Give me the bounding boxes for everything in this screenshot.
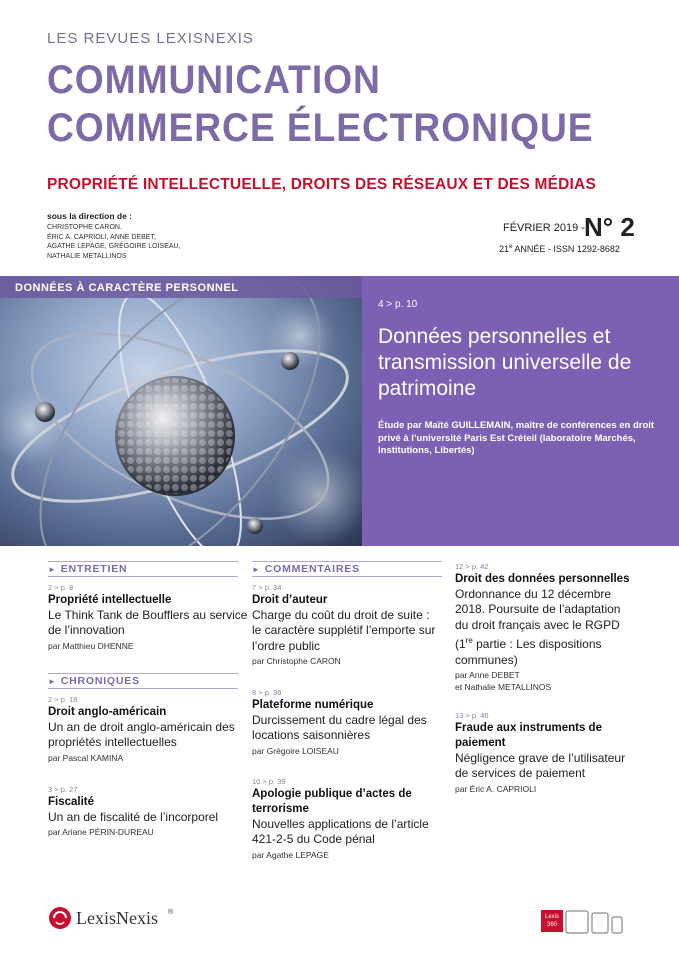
article-category: Droit des données personnelles [455,573,630,585]
article-page-ref: 2 > p. 18 [48,695,78,704]
article-title: Un an de fiscalité de l’incorporel [48,810,219,824]
journal-subtitle: PROPRIÉTÉ INTELLECTUELLE, DROITS DES RÉSEAUX ET DES MÉDIAS [47,176,596,193]
article-entry[interactable] [48,582,248,652]
article-page-ref: 12 > p. 42 [455,562,489,571]
section-heading-commentaires: ► COMMENTAIRES [252,563,360,575]
series-name: LES REVUES LEXISNEXIS [47,30,254,47]
article-author: par Ariane PÉRIN-DUREAU [48,827,154,838]
article-page-ref: 3 > p. 27 [48,785,78,794]
director-name: CHRISTOPHE CARON. [47,224,122,231]
article-author: par Anne DEBET [455,670,520,681]
triangle-right-icon: ► [48,565,57,574]
issue-date: FÉVRIER 2019 - [503,222,585,234]
article-page-ref: 8 > p. 36 [252,688,282,697]
article-page-ref: 7 > p. 34 [252,583,282,592]
article-entry[interactable] [48,784,248,838]
divider [252,561,442,562]
section-heading-entretien: ► ENTRETIEN [48,563,128,575]
direction-names [47,223,181,261]
molecule-illustration [0,276,362,546]
article-author: par Pascal KAMINA [48,752,124,763]
journal-title-line2: COMMERCE ÉLECTRONIQUE [47,106,594,150]
director-name: AGATHE LEPAGE, GRÉGOIRE LOISEAU, [47,243,181,251]
section-band-label: DONNÉES À CARACTÈRE PERSONNEL [15,282,239,294]
article-entry[interactable] [252,776,437,861]
article-page-ref: 13 > p. 46 [455,711,489,720]
feature-title[interactable]: Données personnelles et transmission universelle de patrimoine [378,325,632,400]
article-category: Propriété intellectuelle [48,594,172,606]
journal-title-line1: COMMUNICATION [47,58,381,102]
article-title: Nouvelles applications de l’article 421-2-5 du Code pénal [252,817,429,847]
article-entry[interactable] [48,694,248,764]
article-entry[interactable] [252,687,437,757]
article-category: Fiscalité [48,796,95,808]
feature-page-ref: 4 > p. 10 [378,299,418,310]
article-category: Plateforme numérique [252,699,374,711]
logo-text: LexisNexis [76,908,158,928]
director-name: NATHALIE METALLINOS [47,252,127,260]
article-author: par Matthieu DHENNE [48,640,134,651]
devices-icon [565,910,635,940]
article-title: Charge du coût du droit de suite : le caractère supplétif l’emporte sur l’ordre public [252,608,436,653]
triangle-right-icon: ► [48,677,57,686]
article-title: Un an de droit anglo-américain des propriétés intellectuelles [48,720,235,750]
article-author: et Nathalie METALLINOS [455,682,552,693]
feature-panel [362,276,679,546]
article-author: par Christophe CARON [252,656,341,667]
divider [48,561,238,562]
article-title: Négligence grave de l’utilisateur de services de paiement [455,751,626,781]
cover-photo [0,276,362,546]
feature-author: Étude par Maïté GUILLEMAIN, maître de conférences en droit privé à l’université Paris Est Créteil (laboratoire Marchés, Institutions, Libertés) [378,420,655,456]
director-name: ÉRIC A. CAPRIOLI, ANNE DEBET, [47,233,156,241]
article-page-ref: 10 > p. 39 [252,777,286,786]
issue-year-issn: 21e ANNÉE - ISSN 1292-8682 [499,244,620,254]
divider [48,576,238,577]
article-page-ref: 2 > p. 8 [48,583,74,592]
logo-registered: ® [168,909,174,916]
article-category: Apologie publique d’actes de terrorisme [252,788,412,815]
article-entry[interactable] [252,582,437,667]
section-heading-chroniques: ► CHRONIQUES [48,675,140,687]
article-entry[interactable] [455,561,635,693]
triangle-right-icon: ► [252,565,261,574]
article-category: Droit d’auteur [252,594,328,606]
direction-label: sous la direction de : [47,211,133,221]
divider [48,673,238,674]
article-entry[interactable] [455,710,635,795]
article-author: par Agathe LEPAGE [252,849,329,860]
article-title: Durcissement du cadre légal des locations saisonnières [252,713,427,743]
article-category: Droit anglo-américain [48,706,167,718]
lexis360-badge: Lexis 360 [541,910,563,932]
article-title: Le Think Tank de Boufflers au service de l’innovation [48,608,248,638]
article-title: Ordonnance du 12 décembre 2018. Poursuite de l’adaptation du droit français avec le RGPD (1re partie : Les dispositions communes) [455,587,621,667]
divider [48,688,238,689]
lexisnexis-logo[interactable] [48,905,188,938]
divider [252,576,442,577]
article-category: Fraude aux instruments de paiement [455,722,602,749]
article-author: par Grégoire LOISEAU [252,745,339,756]
issue-number: N° 2 [584,212,635,242]
article-author: par Éric A. CAPRIOLI [455,783,537,794]
